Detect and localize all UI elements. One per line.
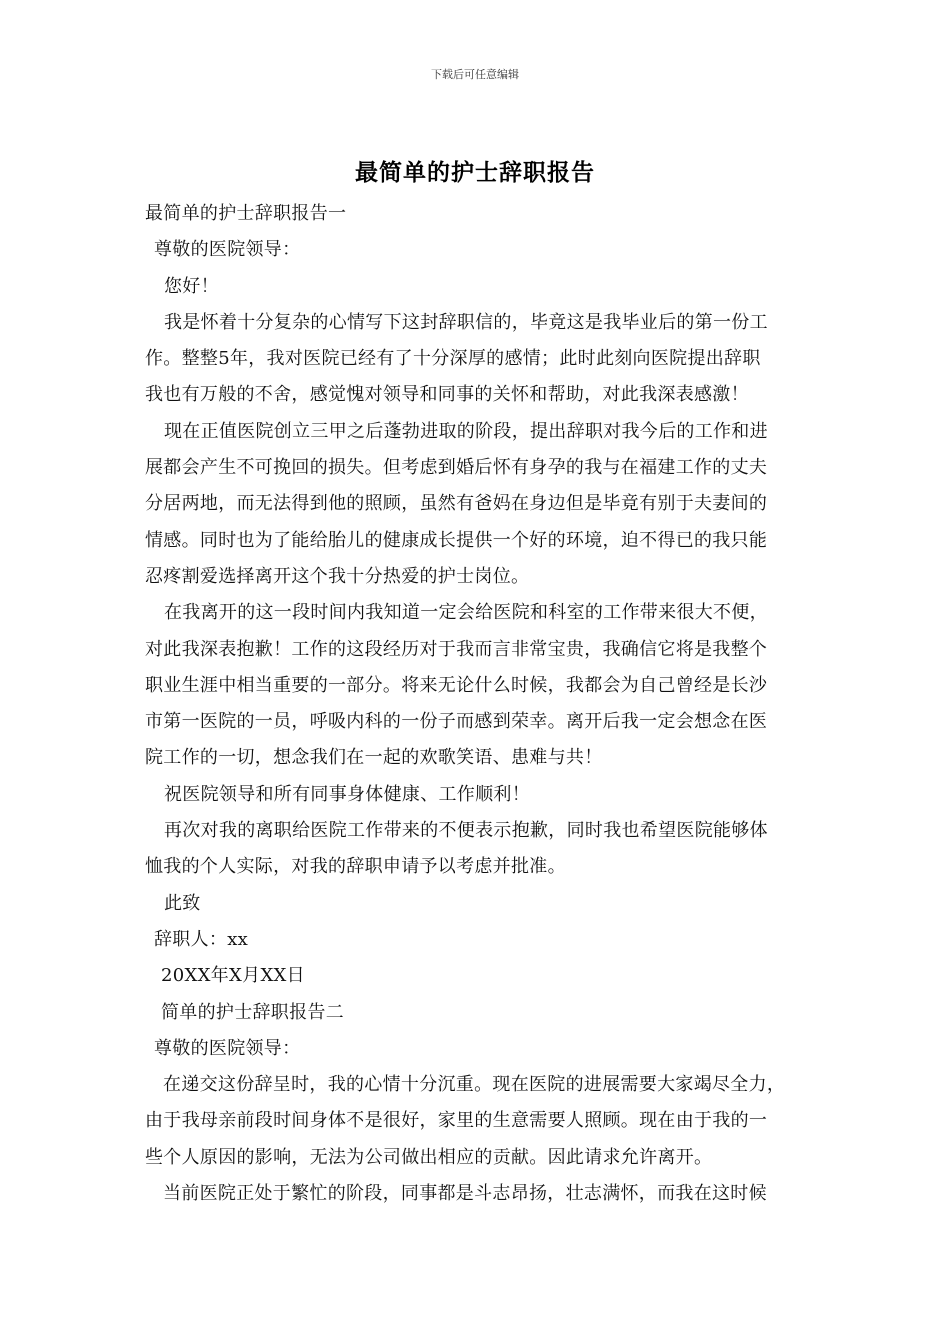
- header-note: 下载后可任意编辑: [431, 68, 519, 81]
- paragraph-line: 在我离开的这一段时间内我知道一定会给医院和科室的工作带来很大不便，: [164, 602, 768, 624]
- date: 20XX年X月XX日: [161, 965, 305, 987]
- closing: 此致: [164, 892, 201, 914]
- paragraph-line: 分居两地，而无法得到他的照顾，虽然有爸妈在身边但是毕竟有别于夫妻间的: [145, 493, 768, 515]
- salutation: 尊敬的医院领导：: [154, 239, 301, 261]
- paragraph-line: 现在正值医院创立三甲之后蓬勃进取的阶段，提出辞职对我今后的工作和进: [164, 420, 768, 442]
- paragraph-line: 作。整整5年，我对医院已经有了十分深厚的感情；此时此刻向医院提出辞职: [145, 348, 761, 370]
- paragraph-line: 些个人原因的影响，无法为公司做出相应的贡献。因此请求允许离开。: [145, 1146, 713, 1168]
- paragraph-line: 展都会产生不可挽回的损失。但考虑到婚后怀有身孕的我与在福建工作的丈夫: [145, 457, 768, 479]
- paragraph-line: 对此我深表抱歉！工作的这段经历对于我而言非常宝贵，我确信它将是我整个: [145, 638, 768, 660]
- document-body: [145, 196, 825, 1212]
- paragraph-line: 院工作的一切，想念我们在一起的欢歌笑语、患难与共！: [145, 747, 603, 769]
- paragraph-line: 由于我母亲前段时间身体不是很好，家里的生意需要人照顾。现在由于我的一: [145, 1110, 768, 1132]
- paragraph-line: 市第一医院的一员，呼吸内科的一份子而感到荣幸。离开后我一定会想念在医: [145, 711, 768, 733]
- greeting: 您好！: [164, 275, 219, 297]
- paragraph-line: 当前医院正处于繁忙的阶段，同事都是斗志昂扬，壮志满怀，而我在这时候: [163, 1183, 767, 1205]
- document-title: 最简单的护士辞职报告: [355, 159, 595, 186]
- paragraph-line: 恤我的个人实际，对我的辞职申请予以考虑并批准。: [145, 856, 566, 878]
- section-heading-2: 简单的护士辞职报告二: [161, 1001, 344, 1023]
- paragraph-line: 再次对我的离职给医院工作带来的不便表示抱歉，同时我也希望医院能够体: [164, 820, 768, 842]
- section-heading-1: 最简单的护士辞职报告一: [145, 203, 347, 224]
- paragraph-line: 我是怀着十分复杂的心情写下这封辞职信的，毕竟这是我毕业后的第一份工: [164, 311, 768, 333]
- paragraph-line: 忍疼割爱选择离开这个我十分热爱的护士岗位。: [145, 565, 530, 587]
- signature: 辞职人：xx: [154, 928, 249, 950]
- paragraph-line: 我也有万般的不舍，感觉愧对领导和同事的关怀和帮助，对此我深表感激！: [145, 384, 749, 406]
- paragraph-line: 在递交这份辞呈时，我的心情十分沉重。现在医院的进展需要大家竭尽全力，: [163, 1074, 786, 1096]
- paragraph-line: 职业生涯中相当重要的一部分。将来无论什么时候，我都会为自己曾经是长沙: [145, 674, 768, 696]
- paragraph-line: 情感。同时也为了能给胎儿的健康成长提供一个好的环境，迫不得已的我只能: [145, 529, 768, 551]
- salutation: 尊敬的医院领导：: [154, 1037, 301, 1059]
- paragraph-line: 祝医院领导和所有同事身体健康、工作顺利！: [164, 783, 530, 805]
